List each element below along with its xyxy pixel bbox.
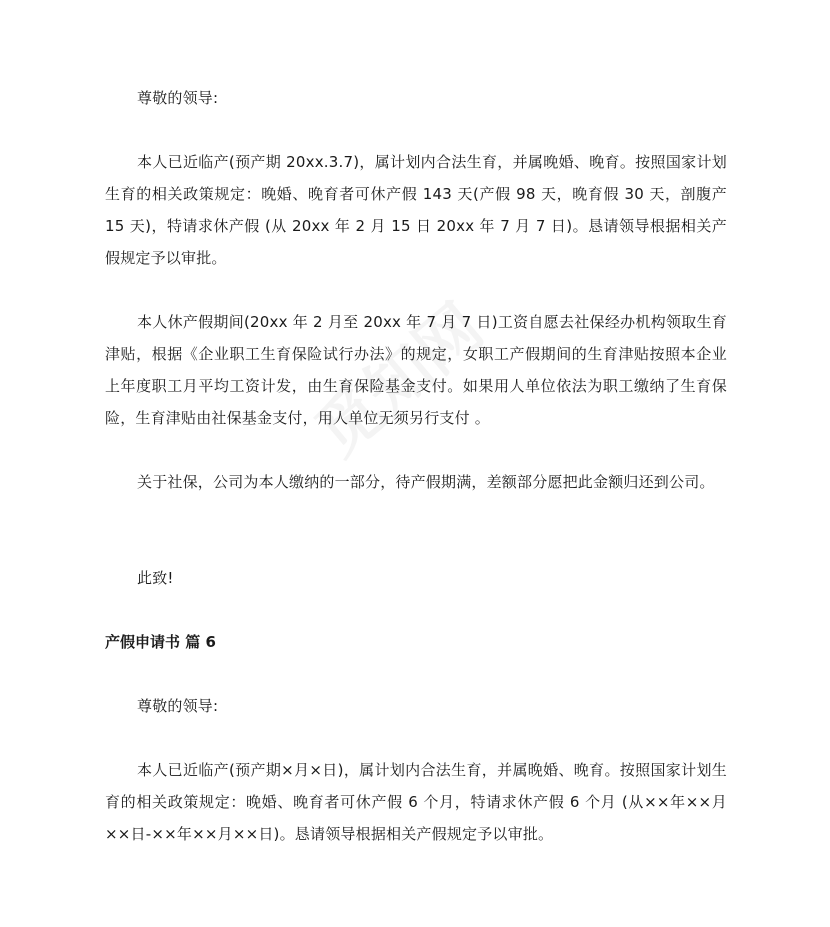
paragraph-leave-request: 本人已近临产(预产期 20xx.3.7)，属计划内合法生育，并属晚婚、晚育。按照国家计划生育的相关政策规定：晚婚、晚育者可休产假 143 天(产假 98 天，晚育假 30 天，剖腹产 15 天)，特请求休产假 (从 20xx 年 2 月 15 日 20xx 年 7 月 7 日)。恳请领导根据相关产假规定予以审批。 (105, 153, 727, 267)
salutation-2: 尊敬的领导: (137, 697, 219, 715)
paragraph-salary-allowance: 本人休产假期间(20xx 年 2 月至 20xx 年 7 月 7 日)工资自愿去社保经办机构领取生育津贴，根据《企业职工生育保险试行办法》的规定，女职工产假期间的生育津贴按照本企业上年度职工月平均工资计发，由生育保险基金支付。如果用人单位依法为职工缴纳了生育保险，生育津贴由社保基金支付，用人单位无须另行支付 。 (105, 313, 727, 427)
section-heading: 产假申请书 篇 6 (105, 633, 216, 651)
closing: 此致! (137, 569, 174, 587)
paragraph-social-insurance: 关于社保，公司为本人缴纳的一部分，待产假期满，差额部分愿把此金额归还到公司。 (137, 473, 715, 491)
salutation: 尊敬的领导: (137, 89, 219, 107)
paragraph-leave-request-2: 本人已近临产(预产期×月×日)，属计划内合法生育，并属晚婚、晚育。按照国家计划生育的相关政策规定：晚婚、晚育者可休产假 6 个月，特请求休产假 6 个月 (从××年××月××日-××年××月××日)。恳请领导根据相关产假规定予以审批。 (105, 761, 727, 843)
